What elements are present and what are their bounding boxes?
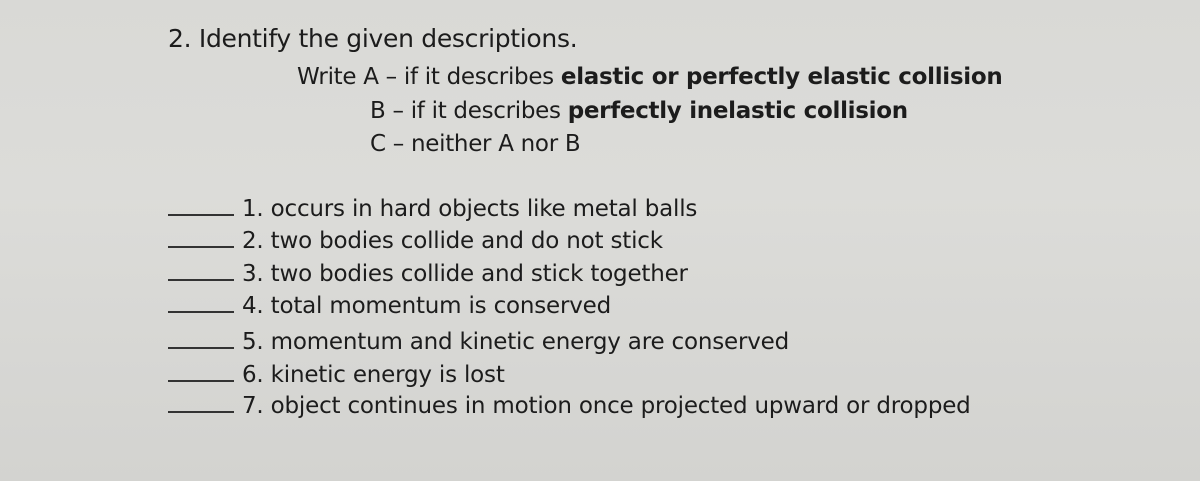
list-item <box>168 293 1168 327</box>
item-description: 2. two bodies collide and do not stick <box>242 228 663 254</box>
item-description: 6. kinetic energy is lost <box>242 362 505 388</box>
instruction-c: C – neither A nor B <box>370 131 581 157</box>
item-description: 7. object continues in motion once projected upward or dropped <box>242 393 971 419</box>
list-item <box>168 329 1168 363</box>
answer-blank[interactable] <box>168 380 234 382</box>
answer-blank[interactable] <box>168 347 234 349</box>
list-item <box>168 196 1168 230</box>
item-description: 4. total momentum is conserved <box>242 293 612 319</box>
answer-blank[interactable] <box>168 246 234 248</box>
list-item <box>168 228 1168 262</box>
answer-blank[interactable] <box>168 311 234 313</box>
question-heading: 2. Identify the given descriptions. <box>168 24 578 53</box>
item-description: 3. two bodies collide and stick together <box>242 261 688 287</box>
instruction-b-prefix: B – if it describes <box>370 98 568 124</box>
list-item <box>168 261 1168 295</box>
instruction-b <box>370 98 908 124</box>
answer-blank[interactable] <box>168 279 234 281</box>
instruction-b-bold: perfectly inelastic collision <box>567 98 908 124</box>
item-description: 1. occurs in hard objects like metal balls <box>242 196 698 222</box>
item-description: 5. momentum and kinetic energy are conserved <box>242 329 789 355</box>
answer-blank[interactable] <box>168 214 234 216</box>
answer-blank[interactable] <box>168 411 234 413</box>
list-item <box>168 362 1168 396</box>
instruction-a-prefix: Write A – if it describes <box>297 64 561 90</box>
instruction-a-bold: elastic or perfectly elastic collision <box>560 64 1003 90</box>
instruction-a <box>297 64 1002 90</box>
list-item <box>168 393 1168 427</box>
